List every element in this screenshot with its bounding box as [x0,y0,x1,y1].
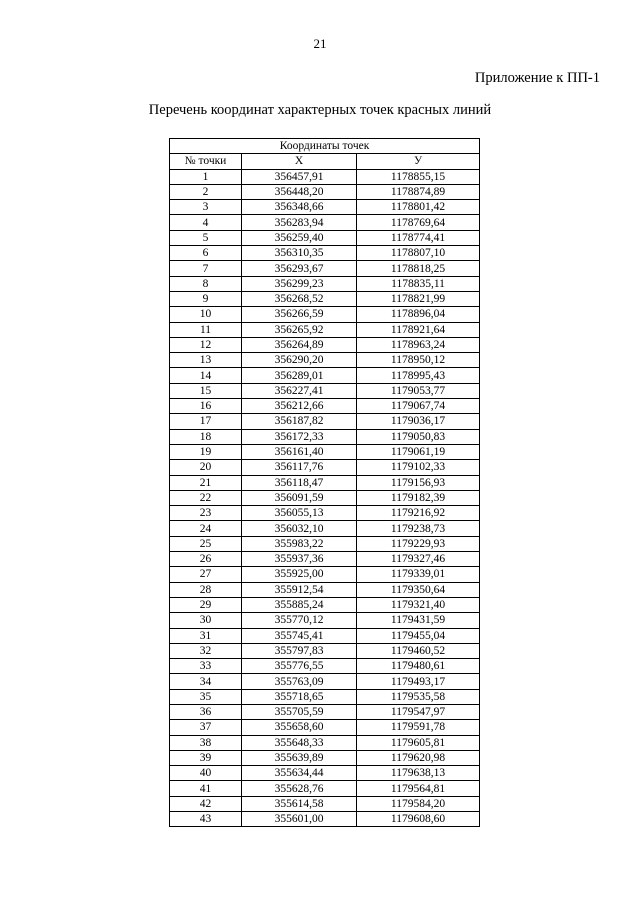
page-number: 21 [313,36,327,51]
table-row [170,659,480,674]
y-coordinate-cell: 1178818,25 [357,261,480,276]
appendix-label: Приложение к ПП-1 [474,70,600,86]
table-row [170,490,480,505]
y-coordinate-cell: 1179608,60 [357,812,480,827]
point-number-cell: 12 [170,337,242,352]
point-number-cell: 6 [170,246,242,261]
x-coordinate-cell: 356289,01 [242,368,357,383]
table-row [170,307,480,322]
point-number-cell: 25 [170,536,242,551]
point-number-cell: 17 [170,414,242,429]
point-number-cell: 27 [170,567,242,582]
x-coordinate-cell: 356264,89 [242,337,357,352]
point-number-cell: 14 [170,368,242,383]
x-coordinate-cell: 356268,52 [242,291,357,306]
y-coordinate-cell: 1179460,52 [357,643,480,658]
table-row [170,246,480,261]
point-number-cell: 37 [170,720,242,735]
x-coordinate-cell: 355658,60 [242,720,357,735]
x-coordinate-cell: 356266,59 [242,307,357,322]
x-coordinate-cell: 356310,35 [242,246,357,261]
table-row [170,521,480,536]
point-number-cell: 1 [170,169,242,184]
table-row [170,704,480,719]
point-number-cell: 5 [170,230,242,245]
y-coordinate-cell: 1179061,19 [357,444,480,459]
point-number-cell: 42 [170,796,242,811]
table-row [170,200,480,215]
y-coordinate-cell: 1179564,81 [357,781,480,796]
table-row [170,689,480,704]
table-row [170,475,480,490]
point-number-cell: 9 [170,291,242,306]
table-row [170,582,480,597]
x-coordinate-cell: 356265,92 [242,322,357,337]
point-number-cell: 8 [170,276,242,291]
table-row [170,812,480,827]
x-coordinate-cell: 355634,44 [242,766,357,781]
x-coordinate-cell: 356457,91 [242,169,357,184]
x-coordinate-cell: 356212,66 [242,399,357,414]
table-row [170,674,480,689]
table-row [170,368,480,383]
table-row [170,506,480,521]
x-coordinate-cell: 355937,36 [242,552,357,567]
x-coordinate-cell: 356348,66 [242,200,357,215]
y-coordinate-cell: 1179238,73 [357,521,480,536]
y-coordinate-cell: 1178835,11 [357,276,480,291]
y-coordinate-cell: 1179182,39 [357,490,480,505]
y-coordinate-cell: 1179229,93 [357,536,480,551]
table-row [170,766,480,781]
y-coordinate-cell: 1179327,46 [357,552,480,567]
x-coordinate-cell: 356161,40 [242,444,357,459]
x-coordinate-cell: 355745,41 [242,628,357,643]
y-coordinate-cell: 1179638,13 [357,766,480,781]
y-coordinate-cell: 1179321,40 [357,597,480,612]
table-row [170,215,480,230]
x-coordinate-cell: 356117,76 [242,460,357,475]
y-coordinate-cell: 1179067,74 [357,399,480,414]
x-coordinate-cell: 356283,94 [242,215,357,230]
x-coordinate-cell: 355628,76 [242,781,357,796]
point-number-cell: 36 [170,704,242,719]
y-coordinate-cell: 1179156,93 [357,475,480,490]
point-number-cell: 40 [170,766,242,781]
x-coordinate-cell: 356290,20 [242,353,357,368]
x-coordinate-cell: 356172,33 [242,429,357,444]
coordinates-table [169,138,480,827]
x-coordinate-cell: 355639,89 [242,750,357,765]
table-row [170,184,480,199]
point-number-cell: 13 [170,353,242,368]
y-coordinate-cell: 1179493,17 [357,674,480,689]
y-coordinate-cell: 1179480,61 [357,659,480,674]
table-row [170,613,480,628]
group-header-row [170,139,480,154]
y-coordinate-cell: 1178896,04 [357,307,480,322]
point-number-cell: 19 [170,444,242,459]
table-row [170,781,480,796]
point-number-cell: 11 [170,322,242,337]
x-coordinate-cell: 356259,40 [242,230,357,245]
point-number-cell: 22 [170,490,242,505]
y-coordinate-cell: 1179605,81 [357,735,480,750]
table-row [170,322,480,337]
point-number-cell: 16 [170,399,242,414]
x-coordinate-cell: 355705,59 [242,704,357,719]
point-number-cell: 26 [170,552,242,567]
point-number-cell: 4 [170,215,242,230]
point-number-cell: 3 [170,200,242,215]
x-coordinate-cell: 355763,09 [242,674,357,689]
group-header-cell: Координаты точек [170,139,480,154]
point-number-cell: 39 [170,750,242,765]
table-row [170,261,480,276]
point-number-cell: 41 [170,781,242,796]
x-coordinate-cell: 356091,59 [242,490,357,505]
x-coordinate-cell: 356118,47 [242,475,357,490]
table-row [170,444,480,459]
column-header-x: X [242,154,357,169]
coordinates-table-body [170,169,480,827]
y-coordinate-cell: 1178801,42 [357,200,480,215]
point-number-cell: 35 [170,689,242,704]
x-coordinate-cell: 355776,55 [242,659,357,674]
table-row [170,597,480,612]
y-coordinate-cell: 1179339,01 [357,567,480,582]
table-row [170,643,480,658]
y-coordinate-cell: 1178874,89 [357,184,480,199]
table-row [170,567,480,582]
table-row [170,796,480,811]
table-row [170,750,480,765]
y-coordinate-cell: 1179455,04 [357,628,480,643]
table-row [170,628,480,643]
table-row [170,429,480,444]
point-number-cell: 32 [170,643,242,658]
table-row [170,276,480,291]
point-number-cell: 34 [170,674,242,689]
point-number-cell: 20 [170,460,242,475]
x-coordinate-cell: 356055,13 [242,506,357,521]
y-coordinate-cell: 1178769,64 [357,215,480,230]
point-number-cell: 24 [170,521,242,536]
table-row [170,230,480,245]
x-coordinate-cell: 355770,12 [242,613,357,628]
y-coordinate-cell: 1179620,98 [357,750,480,765]
table-row [170,536,480,551]
x-coordinate-cell: 355601,00 [242,812,357,827]
y-coordinate-cell: 1179050,83 [357,429,480,444]
x-coordinate-cell: 355614,58 [242,796,357,811]
y-coordinate-cell: 1178855,15 [357,169,480,184]
point-number-cell: 7 [170,261,242,276]
table-row [170,337,480,352]
table-row [170,552,480,567]
point-number-cell: 10 [170,307,242,322]
point-number-cell: 31 [170,628,242,643]
column-header-y: У [357,154,480,169]
y-coordinate-cell: 1178950,12 [357,353,480,368]
point-number-cell: 18 [170,429,242,444]
point-number-cell: 33 [170,659,242,674]
y-coordinate-cell: 1179591,78 [357,720,480,735]
point-number-cell: 21 [170,475,242,490]
point-number-cell: 38 [170,735,242,750]
point-number-cell: 30 [170,613,242,628]
x-coordinate-cell: 356032,10 [242,521,357,536]
point-number-cell: 23 [170,506,242,521]
y-coordinate-cell: 1178807,10 [357,246,480,261]
x-coordinate-cell: 356299,23 [242,276,357,291]
x-coordinate-cell: 355885,24 [242,597,357,612]
table-row [170,414,480,429]
table-row [170,383,480,398]
document-title: Перечень координат характерных точек красных линий [148,102,492,118]
y-coordinate-cell: 1179350,64 [357,582,480,597]
x-coordinate-cell: 356227,41 [242,383,357,398]
point-number-cell: 15 [170,383,242,398]
x-coordinate-cell: 355648,33 [242,735,357,750]
y-coordinate-cell: 1179431,59 [357,613,480,628]
x-coordinate-cell: 355925,00 [242,567,357,582]
x-coordinate-cell: 355983,22 [242,536,357,551]
y-coordinate-cell: 1178774,41 [357,230,480,245]
table-row [170,169,480,184]
x-coordinate-cell: 355797,83 [242,643,357,658]
x-coordinate-cell: 355912,54 [242,582,357,597]
column-header-point-number: № точки [170,154,242,169]
y-coordinate-cell: 1179535,58 [357,689,480,704]
table-row [170,720,480,735]
x-coordinate-cell: 355718,65 [242,689,357,704]
y-coordinate-cell: 1179547,97 [357,704,480,719]
point-number-cell: 2 [170,184,242,199]
table-row [170,399,480,414]
y-coordinate-cell: 1178963,24 [357,337,480,352]
x-coordinate-cell: 356293,67 [242,261,357,276]
table-row [170,735,480,750]
y-coordinate-cell: 1178921,64 [357,322,480,337]
y-coordinate-cell: 1179584,20 [357,796,480,811]
y-coordinate-cell: 1179216,92 [357,506,480,521]
x-coordinate-cell: 356187,82 [242,414,357,429]
y-coordinate-cell: 1179102,33 [357,460,480,475]
x-coordinate-cell: 356448,20 [242,184,357,199]
coordinates-table-header [170,139,480,170]
y-coordinate-cell: 1178821,99 [357,291,480,306]
table-row [170,291,480,306]
point-number-cell: 29 [170,597,242,612]
y-coordinate-cell: 1179053,77 [357,383,480,398]
point-number-cell: 28 [170,582,242,597]
y-coordinate-cell: 1179036,17 [357,414,480,429]
column-header-row [170,154,480,169]
table-row [170,353,480,368]
y-coordinate-cell: 1178995,43 [357,368,480,383]
point-number-cell: 43 [170,812,242,827]
table-row [170,460,480,475]
